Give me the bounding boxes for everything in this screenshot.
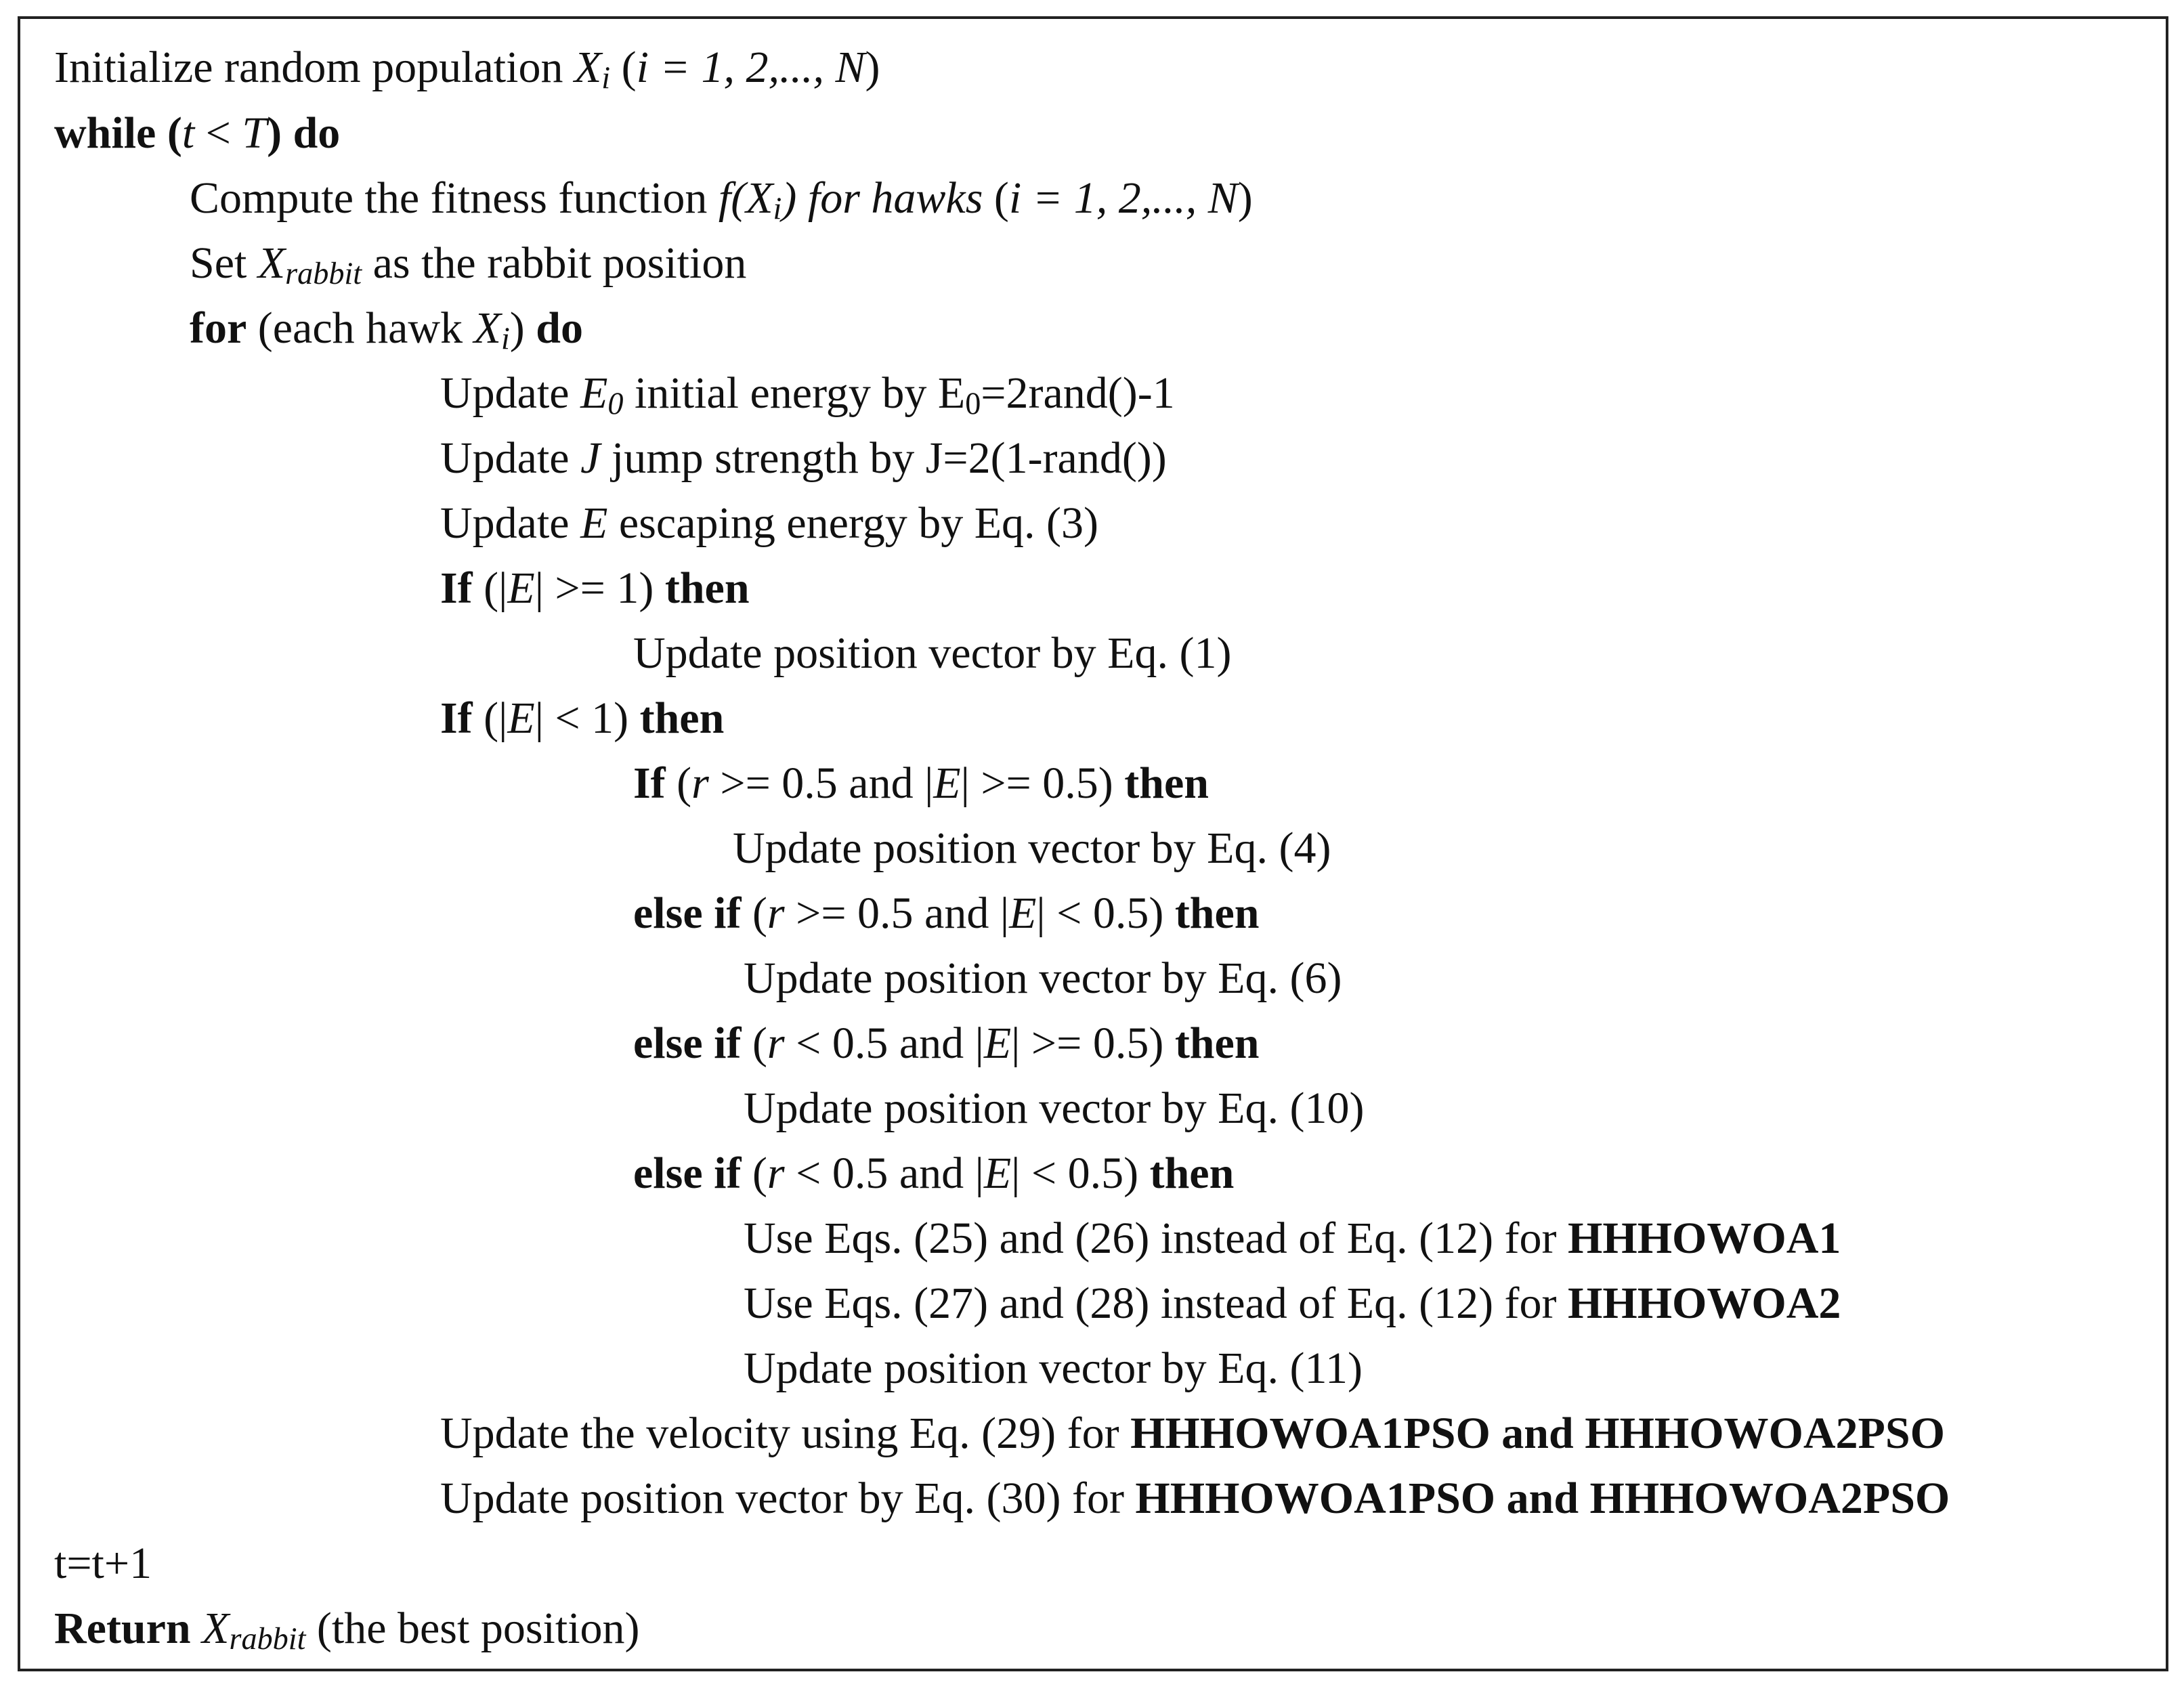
text: ( [741, 1149, 767, 1198]
line-update-e0 [440, 366, 1175, 421]
line-elseif-hard-dive [633, 1147, 1234, 1201]
text: escaping energy by Eq. (3) [607, 498, 1098, 548]
line-return [54, 1602, 640, 1656]
keyword-if: If [440, 563, 473, 613]
line-initialize [54, 41, 880, 95]
text: Update the velocity using Eq. (29) for [440, 1409, 1131, 1458]
method-name: HHHOWOA1 [1568, 1214, 1841, 1263]
text: >= 0.5 and | [708, 758, 934, 808]
keyword-while: while ( [54, 108, 182, 158]
keyword-else-if: else if [633, 1019, 742, 1068]
text: < 0.5 and | [784, 1149, 984, 1198]
var-x: X [257, 238, 286, 288]
text: jump strength by J=2(1-rand()) [600, 433, 1167, 483]
text: t=t+1 [54, 1539, 152, 1588]
text: | >= 1) [534, 563, 665, 613]
text: Use Eqs. (27) and (28) instead of Eq. (12) for [744, 1279, 1568, 1328]
var-r: r [767, 889, 785, 938]
line-set-rabbit [190, 236, 746, 291]
keyword-then: then [664, 563, 750, 613]
text: ) [1237, 173, 1253, 223]
keyword-do: do [536, 303, 583, 353]
var-x: X [473, 303, 501, 353]
subscript: 0 [607, 386, 624, 421]
keyword-return: Return [54, 1604, 191, 1653]
text: Update position vector by Eq. (4) [733, 823, 1331, 873]
text: Update [440, 498, 581, 548]
keyword-do: ) do [267, 108, 341, 158]
subscript: rabbit [285, 256, 362, 291]
line-update-velocity [440, 1407, 1945, 1461]
var-T: T [242, 108, 267, 158]
line-compute-fitness [190, 171, 1253, 226]
fitness-function: f(X [718, 173, 773, 223]
keyword-then: then [639, 693, 725, 743]
text: Update position vector by Eq. (30) for [440, 1474, 1136, 1523]
var-x: X [202, 1604, 230, 1653]
var-t: t [181, 108, 195, 158]
line-update-eq11 [744, 1342, 1363, 1396]
text: < [194, 108, 242, 158]
keyword-then: then [1124, 758, 1209, 808]
text: ) for hawks [781, 173, 983, 223]
text: ) [865, 43, 880, 92]
var-r: r [767, 1019, 785, 1068]
line-update-eq6 [744, 951, 1342, 1006]
keyword-if: If [440, 693, 473, 743]
text: Update [440, 433, 581, 483]
var-e: E [507, 693, 535, 743]
keyword-for: for [190, 303, 247, 353]
text: ( [741, 1019, 767, 1068]
var-e: E [580, 368, 608, 418]
text: initial energy by E [623, 368, 966, 418]
line-increment-t [54, 1537, 152, 1591]
line-if-e-ge-1 [440, 561, 750, 616]
var-r: r [691, 758, 709, 808]
line-elseif-hard-besiege [633, 886, 1260, 941]
var-e: E [933, 758, 961, 808]
text: Update position vector by Eq. (1) [633, 628, 1232, 678]
text: Use Eqs. (25) and (26) instead of Eq. (12) for [744, 1214, 1568, 1263]
text: as the rabbit position [362, 238, 747, 288]
var-j: J [580, 433, 601, 483]
text: ( [665, 758, 692, 808]
line-if-e-lt-1 [440, 691, 724, 746]
var-e: E [983, 1019, 1012, 1068]
text: Set [190, 238, 258, 288]
line-elseif-soft-dive [633, 1016, 1260, 1071]
text: (each hawk [247, 303, 474, 353]
text: | < 1) [534, 693, 640, 743]
var-r: r [767, 1149, 785, 1198]
text: < 0.5 and | [784, 1019, 984, 1068]
line-for [190, 301, 583, 356]
var-e: E [580, 498, 608, 548]
line-update-eq1 [633, 626, 1231, 681]
text: (| [472, 693, 508, 743]
line-use-eq25-26 [744, 1212, 1841, 1266]
text: ) [509, 303, 536, 353]
line-update-j [440, 431, 1167, 486]
var-e: E [983, 1149, 1012, 1198]
keyword-else-if: else if [633, 1149, 742, 1198]
keyword-if: If [633, 758, 666, 808]
line-use-eq27-28 [744, 1277, 1841, 1331]
text: Update position vector by Eq. (10) [744, 1084, 1365, 1133]
text [191, 1604, 202, 1653]
line-update-eq30 [440, 1472, 1950, 1526]
keyword-else-if: else if [633, 889, 742, 938]
subscript: i [500, 321, 510, 356]
line-update-eq4 [733, 821, 1331, 876]
text: | < 0.5) [1011, 1149, 1150, 1198]
keyword-then: then [1174, 1019, 1260, 1068]
text: =2rand()-1 [981, 368, 1175, 418]
text: (the best position) [305, 1604, 640, 1653]
var-e: E [1009, 889, 1037, 938]
method-name: HHHOWOA1PSO and HHHOWOA2PSO [1130, 1409, 1945, 1458]
text: (| [472, 563, 508, 613]
text: Update [440, 368, 581, 418]
text: ( [741, 889, 767, 938]
text: | >= 0.5) [1011, 1019, 1175, 1068]
subscript: 0 [965, 386, 981, 421]
subscript: i [773, 191, 782, 226]
index-range: i = 1, 2,..., N [636, 43, 865, 92]
keyword-then: then [1149, 1149, 1235, 1198]
line-if-soft-besiege [633, 756, 1209, 811]
var-e: E [507, 563, 535, 613]
text: Initialize random population [54, 43, 574, 92]
subscript: i [601, 60, 611, 95]
line-while [54, 106, 340, 160]
method-name: HHHOWOA1PSO and HHHOWOA2PSO [1135, 1474, 1950, 1523]
line-update-e [440, 496, 1098, 551]
line-update-eq10 [744, 1082, 1364, 1136]
index-range: i = 1, 2,..., N [1008, 173, 1238, 223]
var-x: X [574, 43, 602, 92]
text: | >= 0.5) [960, 758, 1125, 808]
subscript: rabbit [229, 1621, 306, 1656]
text: ( [983, 173, 1009, 223]
text: Compute the fitness function [190, 173, 719, 223]
text: Update position vector by Eq. (6) [744, 954, 1342, 1003]
text: | < 0.5) [1036, 889, 1175, 938]
keyword-then: then [1174, 889, 1260, 938]
method-name: HHHOWOA2 [1568, 1279, 1841, 1328]
text: Update position vector by Eq. (11) [744, 1344, 1363, 1393]
text: ( [610, 43, 637, 92]
text: >= 0.5 and | [784, 889, 1010, 938]
